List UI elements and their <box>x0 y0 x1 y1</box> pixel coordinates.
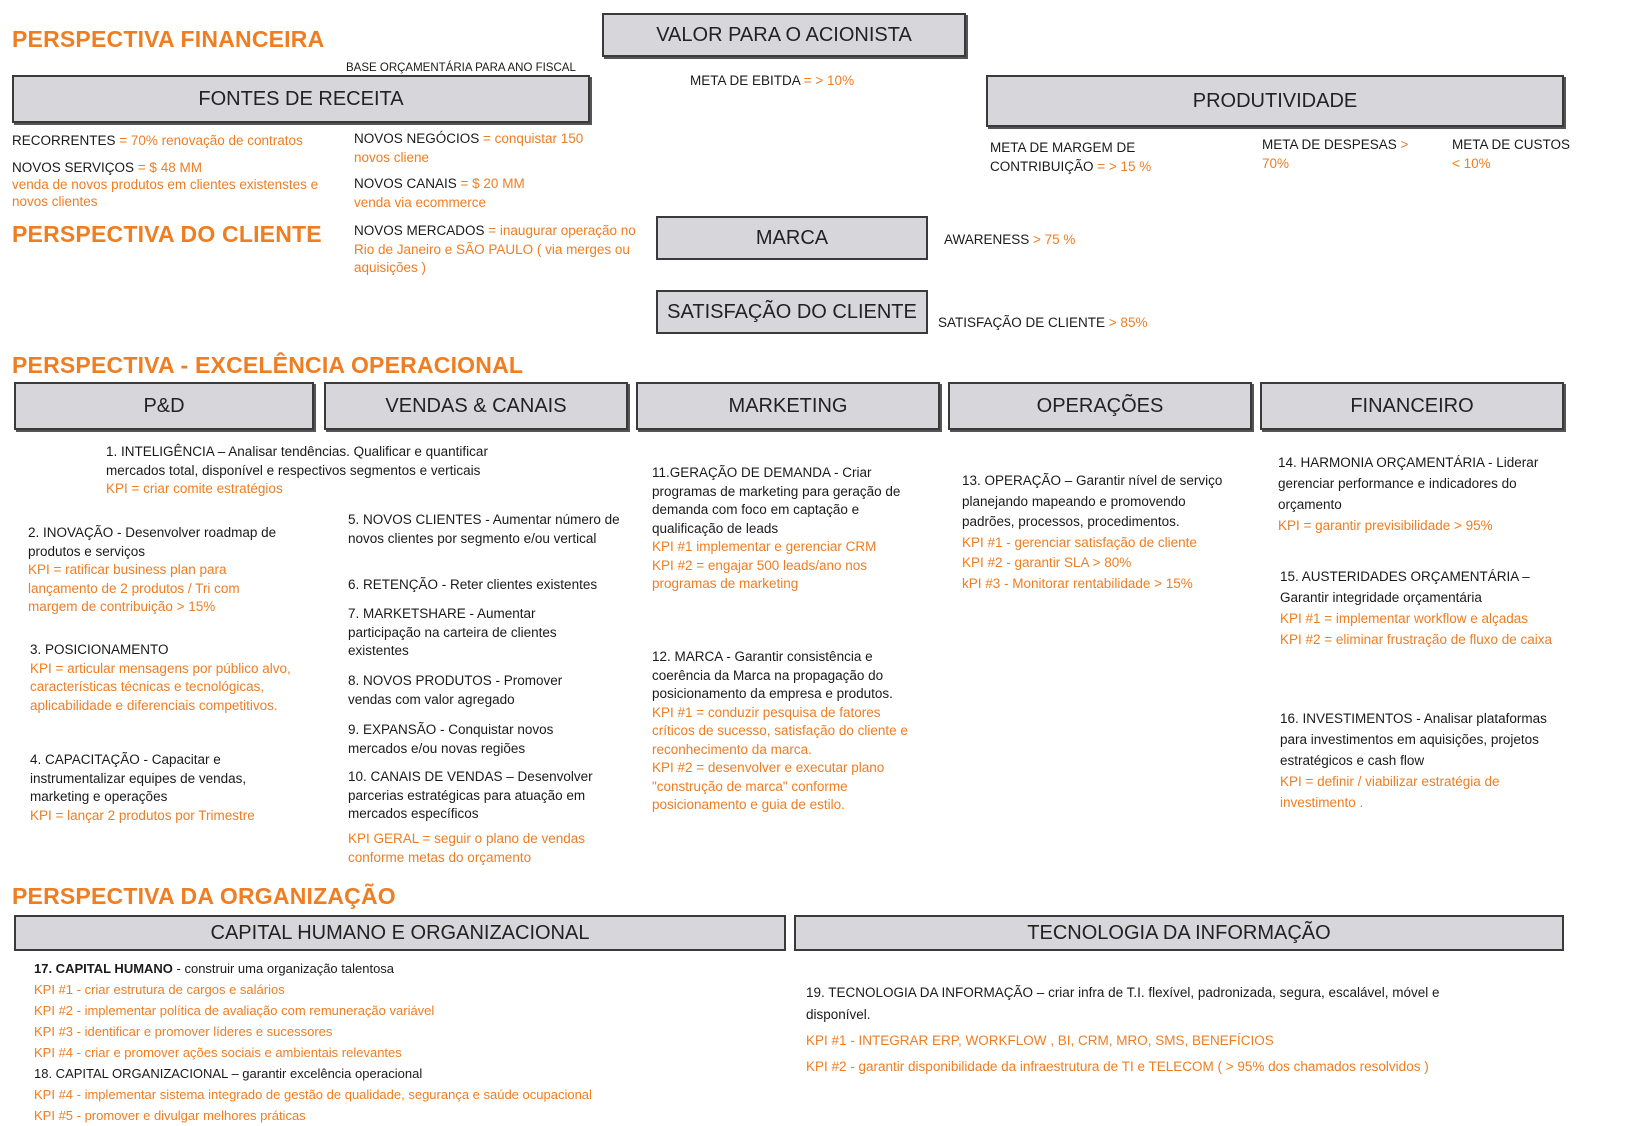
novos-servicos-value: = $ 48 MM <box>134 160 202 175</box>
item-capital-humano-text: - construir uma organização talentosa <box>172 961 395 976</box>
meta-margem <box>990 139 1190 176</box>
meta-ebitda-label: META DE EBITDA <box>690 73 801 88</box>
novos-canais <box>354 175 594 212</box>
capital-humano-kpi4: KPI #4 - criar e promover ações sociais e ambientais relevantes <box>34 1045 402 1060</box>
item-ti-kpi1: KPI #1 - INTEGRAR ERP, WORKFLOW , BI, CRM, MRO, SMS, BENEFÍCIOS <box>806 1033 1274 1048</box>
satisfacao-cliente-value: > 85% <box>1105 315 1148 330</box>
awareness-label: AWARENESS <box>944 232 1030 247</box>
item-austeridade-kpi1: KPI #1 = implementar workflow e alçadas <box>1280 611 1528 626</box>
item-investimentos-kpi: KPI = definir / viabilizar estratégia de investimento . <box>1280 774 1500 810</box>
item-capacitacao-kpi: KPI = lançar 2 produtos por Trimestre <box>30 807 255 823</box>
item-investimentos-text: 16. INVESTIMENTOS - Analisar plataformas para investimentos em aquisições, projetos estratégicos e cash flow <box>1280 711 1547 768</box>
item-austeridade-orcamentaria <box>1280 566 1570 650</box>
novos-servicos-label: NOVOS SERVIÇOS <box>12 160 135 175</box>
item-capital-humano-title: 17. CAPITAL HUMANO <box>34 961 173 976</box>
item-tecnologia-informacao <box>806 982 1506 1078</box>
item-ti-text: 19. TECNOLOGIA DA INFORMAÇÃO – criar infra de T.I. flexível, padronizada, segura, escalável, móvel e disponível. <box>806 985 1440 1022</box>
perspectiva-operacional-title: PERSPECTIVA - EXCELÊNCIA OPERACIONAL <box>12 352 524 378</box>
item-austeridade-text: 15. AUSTERIDADES ORÇAMENTÁRIA – Garantir integridade orçamentária <box>1280 569 1530 605</box>
meta-ebitda <box>690 72 854 91</box>
novos-mercados-value: = inaugurar operação no Rio de Janeiro e SÃO PAULO ( via merges ou aquisições ) <box>354 223 636 275</box>
capital-humano-kpi3: KPI #3 - identificar e promover líderes e sucessores <box>34 1024 333 1039</box>
valor-acionista-box: VALOR PARA O ACIONISTA <box>602 13 966 57</box>
item-inteligencia <box>106 443 536 499</box>
novos-mercados-label: NOVOS MERCADOS <box>354 223 485 238</box>
item-capacitacao <box>30 751 300 825</box>
item-geracao-demanda-kpi2: KPI #2 = engajar 500 leads/ano nos programas de marketing <box>652 557 868 591</box>
item-canais-vendas: 10. CANAIS DE VENDAS – Desenvolver parcerias estratégicas para atuação em mercados específicos <box>348 769 593 821</box>
meta-margem-label: META DE MARGEM DE CONTRIBUIÇÃO <box>990 140 1136 174</box>
meta-custos-label: META DE CUSTOS <box>1452 137 1571 152</box>
satisfacao-cliente-box: SATISFAÇÃO DO CLIENTE <box>656 290 928 334</box>
novos-canais-desc: venda via ecommerce <box>354 194 487 210</box>
meta-custos <box>1452 136 1572 173</box>
novos-negocios-value: = conquistar 150 novos cliene <box>354 131 584 165</box>
item-retencao: 6. RETENÇÃO - Reter clientes existentes <box>348 577 598 592</box>
awareness <box>944 231 1075 250</box>
item-inovacao <box>28 524 290 617</box>
item-novos-produtos: 8. NOVOS PRODUTOS - Promover vendas com valor agregado <box>348 673 563 707</box>
item-geracao-demanda-kpi1: KPI #1 implementar e gerenciar CRM <box>652 539 877 554</box>
column-header-vendas-canais: VENDAS & CANAIS <box>324 382 628 430</box>
fontes-receita-box: FONTES DE RECEITA <box>12 75 590 123</box>
item-geracao-demanda <box>652 464 922 594</box>
item-marca <box>652 648 924 815</box>
item-inteligencia-kpi: KPI = criar comite estratégios <box>106 481 283 496</box>
item-marca-kpi1: KPI #1 = conduzir pesquisa de fatores críticos de sucesso, satisfação do cliente e reconhecimento da marca. <box>652 704 908 757</box>
column-header-marketing: MARKETING <box>636 382 940 430</box>
novos-mercados <box>354 222 644 278</box>
base-orcamentaria-label: BASE ORÇAMENTÁRIA PARA ANO FISCAL <box>346 62 576 74</box>
item-operacao-kpi2: KPI #2 - garantir SLA > 80% <box>962 555 1132 570</box>
kpi-geral-vendas: KPI GERAL = seguir o plano de vendas conforme metas do orçamento <box>348 831 586 865</box>
item-harmonia-kpi: KPI = garantir previsibilidade > 95% <box>1278 518 1493 533</box>
meta-custos-value: < 10% <box>1452 155 1491 171</box>
column-header-financeiro: FINANCEIRO <box>1260 382 1564 430</box>
novos-negocios <box>354 130 594 167</box>
perspectiva-cliente-title: PERSPECTIVA DO CLIENTE <box>12 221 322 247</box>
item-geracao-demanda-text: 11.GERAÇÃO DE DEMANDA - Criar programas de marketing para geração de demanda com foco em captação e qualificação de leads <box>652 465 901 536</box>
meta-despesas <box>1262 136 1412 173</box>
item-capital-humano <box>34 958 734 979</box>
perspectiva-organizacao-title: PERSPECTIVA DA ORGANIZAÇÃO <box>12 883 396 909</box>
item-marketshare: 7. MARKETSHARE - Aumentar participação na carteira de clientes existentes <box>348 606 557 658</box>
item-capital-organizacional-text: 18. CAPITAL ORGANIZACIONAL – garantir excelência operacional <box>34 1066 423 1081</box>
item-marca-kpi2: KPI #2 = desenvolver e executar plano "construção de marca" conforme posicionamento e guia de estilo. <box>652 760 885 812</box>
capital-organizacional-kpi4: KPI #4 - implementar sistema integrado de gestão de qualidade, segurança e saúde ocupacional <box>34 1087 592 1102</box>
item-capital-humano-organizacional <box>34 958 734 1126</box>
item-harmonia-orcamentaria <box>1278 452 1574 536</box>
novos-servicos-desc: venda de novos produtos em clientes existenstes e novos clientes <box>12 177 319 209</box>
item-austeridade-kpi2: KPI #2 = eliminar frustração de fluxo de caixa <box>1280 632 1553 647</box>
recorrentes-label: RECORRENTES <box>12 133 116 148</box>
column-header-pd: P&D <box>14 382 314 430</box>
tecnologia-informacao-box: TECNOLOGIA DA INFORMAÇÃO <box>794 915 1564 951</box>
capital-humano-box: CAPITAL HUMANO E ORGANIZACIONAL <box>14 915 786 951</box>
meta-despesas-value: > 70% <box>1262 137 1409 171</box>
column-header-operacoes: OPERAÇÕES <box>948 382 1252 430</box>
capital-humano-kpi2: KPI #2 - implementar política de avaliação com remuneração variável <box>34 1003 435 1018</box>
capital-organizacional-kpi5: KPI #5 - promover e divulgar melhores práticas <box>34 1108 306 1123</box>
item-posicionamento-text: 3. POSICIONAMENTO <box>30 642 169 657</box>
novos-canais-value: = $ 20 MM <box>456 176 525 191</box>
item-capacitacao-text: 4. CAPACITAÇÃO - Capacitar e instrumentalizar equipes de vendas, marketing e operações <box>30 752 247 804</box>
perspectiva-financeira-title: PERSPECTIVA FINANCEIRA <box>12 26 325 52</box>
marca-box: MARCA <box>656 216 928 260</box>
item-posicionamento-kpi: KPI = articular mensagens por público alvo, características técnicas e tecnológicas, aplicabilidade e diferenciais competitivos. <box>30 660 291 713</box>
item-operacao <box>962 471 1232 594</box>
meta-ebitda-value: = > 10% <box>800 73 855 88</box>
awareness-value: > 75 % <box>1029 232 1076 247</box>
item-inteligencia-text: 1. INTELIGÊNCIA – Analisar tendências. Qualificar e quantificar mercados total, disponível e respectivos segmentos e verticais <box>106 444 488 478</box>
item-inovacao-kpi: KPI = ratificar business plan para lançamento de 2 produtos / Tri com margem de contribuição > 15% <box>28 562 240 614</box>
item-posicionamento <box>30 641 312 715</box>
item-operacao-kpi3: kPI #3 - Monitorar rentabilidade > 15% <box>962 575 1193 591</box>
capital-humano-kpi1: KPI #1 - criar estrutura de cargos e salários <box>34 982 285 997</box>
item-inovacao-text: 2. INOVAÇÃO - Desenvolver roadmap de produtos e serviços <box>28 525 277 559</box>
recorrentes-value: = 70% renovação de contratos <box>115 133 303 148</box>
produtividade-box: PRODUTIVIDADE <box>986 75 1564 127</box>
item-investimentos <box>1280 708 1560 813</box>
novos-negocios-label: NOVOS NEGÓCIOS <box>354 131 480 146</box>
meta-despesas-label: META DE DESPESAS <box>1262 137 1397 152</box>
satisfacao-cliente-label: SATISFAÇÃO DE CLIENTE <box>938 315 1106 330</box>
item-expansao: 9. EXPANSÃO - Conquistar novos mercados e/ou novas regiões <box>348 722 554 756</box>
item-harmonia-text: 14. HARMONIA ORÇAMENTÁRIA - Liderar gerenciar performance e indicadores do orçamento <box>1278 455 1539 512</box>
meta-margem-value: = > 15 % <box>1093 158 1152 174</box>
recorrentes <box>12 132 342 151</box>
item-ti-kpi2: KPI #2 - garantir disponibilidade da infraestrutura de TI e TELECOM ( > 95% dos chamados resolvidos ) <box>806 1059 1429 1074</box>
item-operacao-kpi1: KPI #1 - gerenciar satisfação de cliente <box>962 534 1197 550</box>
novos-servicos <box>12 159 342 210</box>
novos-canais-label: NOVOS CANAIS <box>354 176 457 191</box>
satisfacao-cliente-meta <box>938 314 1147 333</box>
item-operacao-text: 13. OPERAÇÃO – Garantir nível de serviço planejando mapeando e promovendo padrões, processos, procedimentos. <box>962 473 1223 529</box>
item-novos-clientes: 5. NOVOS CLIENTES - Aumentar número de novos clientes por segmento e/ou vertical <box>348 512 620 546</box>
item-marca-text: 12. MARCA - Garantir consistência e coerência da Marca na propagação do posicionamento da empresa e produtos. <box>652 649 893 701</box>
